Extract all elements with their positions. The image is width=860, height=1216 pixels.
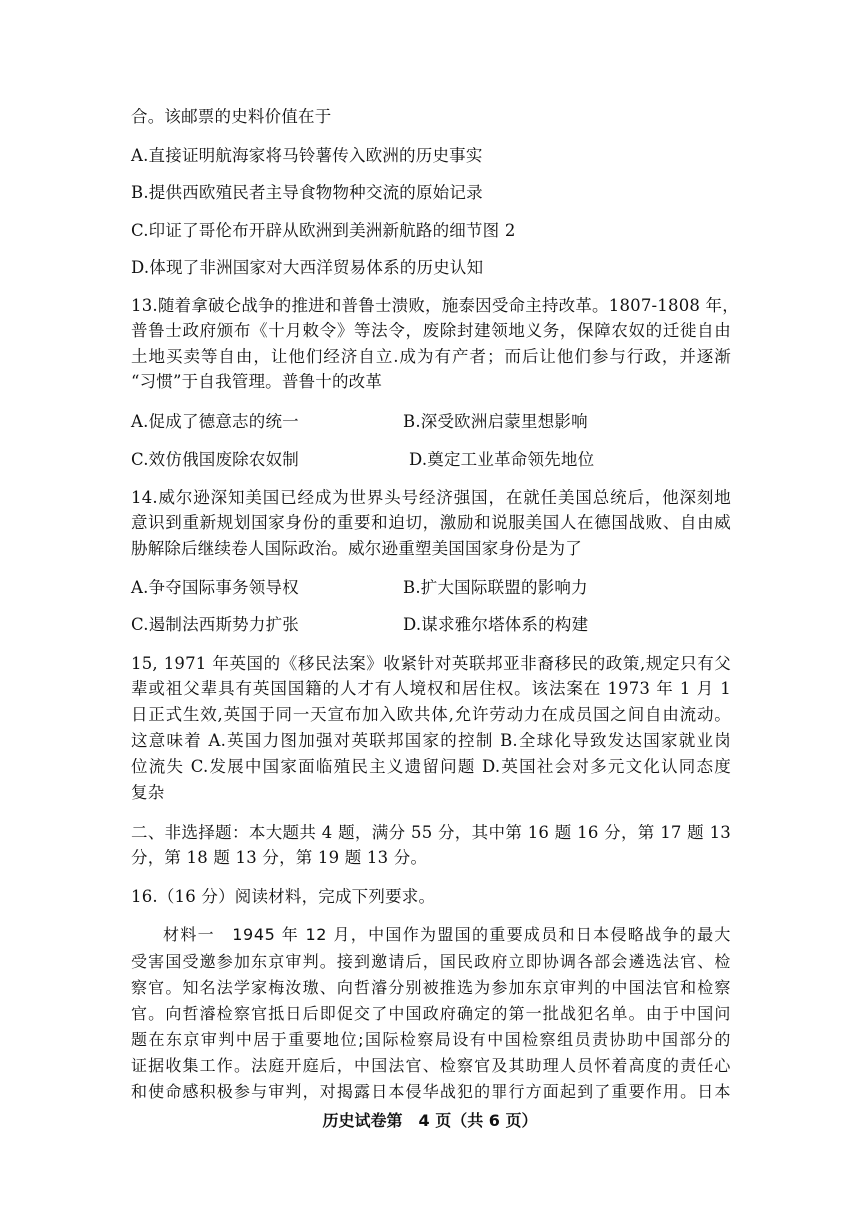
q15-stem-line-5: 位流失 C.发展中国家面临殖民主义遗留问题 D.英国社会对多元文化认同态度 [131,757,731,776]
page-footer: 历史试卷第 4 页（共 6 页） [322,1111,538,1130]
q16-material-line-7: 和使命感积极参与审判，对揭露日本侵华战犯的罪行方面起到了重要作用。日本 [131,1082,731,1101]
q14-option-b: B.扩大国际联盟的影响力 [403,578,588,597]
q12-option-d: D.体现了非洲国家对大西洋贸易体系的历史认知 [131,258,484,277]
q13-stem-line-4: “习惯”于自我管理。普鲁十的改革 [131,372,383,391]
q13-stem-line-3: 土地买卖等自由，让他们经济自立.成为有产者；而后让他们参与行政，并逐渐 [131,347,731,366]
q15-stem-line-3: 日正式生效,英国于同一天宣布加入欧共体,允许劳动力在成员国之间自由流动。 [131,705,731,724]
q16-material-line-3: 察官。知名法学家梅汝璈、向哲濬分别被推选为参加东京审判的中国法官和检察 [131,978,731,997]
q12-stem-tail: 合。该邮票的史料价值在于 [131,107,332,126]
q12-option-c: C.印证了哥伦布开辟从欧洲到美洲新航路的细节图 2 [131,221,516,240]
q16-material-line-5: 题在东京审判中居于重要地位;国际检察局设有中国检察组员责协助中国部分的 [131,1030,731,1049]
q13-option-d: D.奠定工业革命领先地位 [409,450,595,469]
q16-material-line-2: 受害国受邀参加东京审判。接到邀请后，国民政府立即协调各部会遴选法官、检 [131,952,731,971]
q16-material-line-4: 官。向哲濬检察官抵日后即促交了中国政府确定的第一批战犯名单。由于中国问 [131,1004,731,1023]
q14-stem-line-2: 意识到重新规划国家身份的重要和迫切，激励和说服美国人在德国战败、自由威 [131,513,731,532]
section-2-heading-line-1: 二、非选择题：本大题共 4 题，满分 55 分，其中第 16 题 16 分，第 17 题 13 [131,823,731,842]
q13-option-c: C.效仿俄国废除农奴制 [131,450,299,469]
q14-stem-line-3: 胁解除后继续卷人国际政治。威尔逊重塑美国国家身份是为了 [131,539,582,558]
q13-option-a: A.促成了德意志的统一 [131,412,299,431]
q15-stem-line-6: 复杂 [131,783,165,802]
q14-option-c: C.遏制法西斯势力扩张 [131,615,299,634]
q13-option-b: B.深受欧洲启蒙里想影响 [403,412,588,431]
q16-heading: 16.（16 分）阅读材料，完成下列要求。 [131,887,436,906]
section-2-heading-line-2: 分，第 18 题 13 分，第 19 题 13 分。 [131,848,428,867]
q15-stem-line-4: 这意味着 A.英国力图加强对英联邦国家的控制 B.全球化导致发达国家就业岗 [131,731,731,750]
q14-option-d: D.谋求雅尔塔体系的构建 [403,615,589,634]
q15-stem-line-2: 辈或祖父辈具有英国国籍的人才有人境权和居住权。该法案在 1973 年 1 月 1 [131,679,731,698]
q13-stem-line-2: 普鲁士政府颁布《十月敕令》等法令，废除封建领地义务，保障农奴的迁徙自由 [131,321,731,340]
q15-stem-line-1: 15, 1971 年英国的《移民法案》收紧针对英联邦亚非裔移民的政策,规定只有父 [131,654,731,673]
q16-material-line-6: 证据收集工作。法庭开庭后，中国法官、检察官及其助理人员怀着高度的责任心 [131,1056,731,1075]
q12-option-a: A.直接证明航海家将马铃薯传入欧洲的历史事实 [131,146,483,165]
q12-option-b: B.提供西欧殖民者主导食物物种交流的原始记录 [131,183,483,202]
q13-stem-line-1: 13.随着拿破仑战争的推进和普鲁士溃败，施泰因受命主持改革。1807-1808 年， [131,296,739,315]
q16-material-line-1: 材料一 1945 年 12 月，中国作为盟国的重要成员和日本侵略战争的最大 [163,925,731,944]
q14-stem-line-1: 14.威尔逊深知美国已经成为世界头号经济强国，在就任美国总统后，他深刻地 [131,488,731,507]
q14-option-a: A.争夺国际事务领导权 [131,578,299,597]
